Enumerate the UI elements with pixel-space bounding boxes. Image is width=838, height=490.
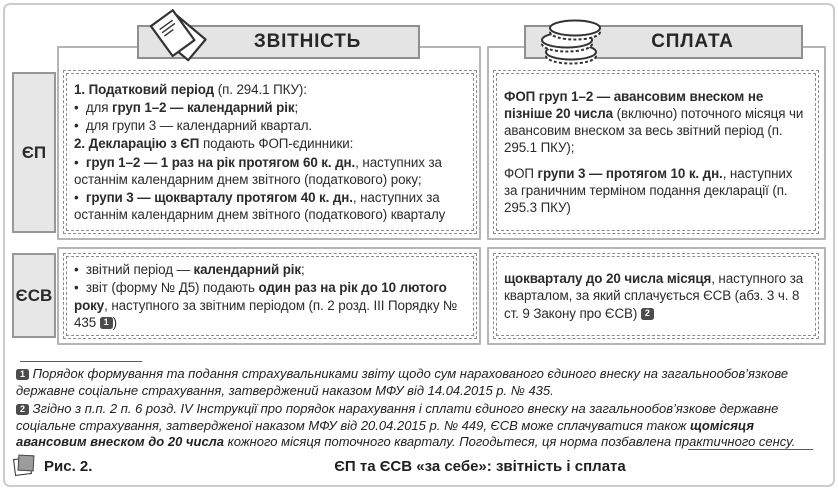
text-paragraph: • групи 3 — щокварталу протягом 40 к. дн., наступних за останнім календарним днем звітного (податкового) кварталу	[74, 189, 446, 222]
cell-esv-reporting-text	[64, 254, 476, 338]
figure-marker-front	[18, 455, 35, 472]
figure-number: Рис. 2.	[44, 458, 93, 475]
text-paragraph: • звітний період — календарний рік;	[74, 262, 305, 278]
caption-divider	[688, 449, 813, 450]
row-label-esv: ЄСВ	[12, 253, 56, 338]
text-paragraph: ФОП груп 1–2 — авансовим внеском не пізніше 20 числа (включно) поточного місяця чи авансовим внеском за весь звітний період (п. 295.1 ПКУ);	[504, 88, 804, 155]
footnote-divider	[20, 361, 142, 362]
column-header-payment-label: СПЛАТА	[651, 31, 734, 52]
row-label-ep: ЄП	[12, 72, 56, 233]
footnote-marker: 1	[100, 317, 113, 329]
figure-title: ЄП та ЄСВ «за себе»: звітність і сплата	[334, 458, 626, 475]
footnote-marker: 2	[641, 308, 654, 320]
footnote-2	[16, 401, 826, 451]
documents-icon	[138, 5, 212, 69]
cell-ep-payment-text	[494, 71, 818, 233]
cell-ep-reporting-text	[64, 71, 476, 233]
footnote-marker: 2	[16, 404, 29, 416]
cell-esv-reporting	[63, 253, 477, 339]
text-paragraph: 2. Декларацію з ЄП подають ФОП-єдинники:	[74, 136, 354, 152]
text-paragraph: 1 Порядок формування та подання страхувальниками звіту щодо сум нарахованого єдиного внеску на загальнообов’язкове державне соціальне страхування, затверджений наказом МФУ від 14.04.2015 р. № 435.	[16, 366, 789, 398]
column-header-reporting-label: ЗВІТНІСТЬ	[253, 31, 362, 52]
footnote-1	[16, 366, 826, 399]
cell-ep-reporting	[63, 70, 477, 234]
footnote-marker: 1	[16, 369, 29, 381]
figure-marker-icon	[14, 454, 38, 478]
text-paragraph: щокварталу до 20 числа місяця, наступного за кварталом, за який сплачується ЄСВ (абз. 3 ч. 8 ст. 9 Закону про ЄСВ) 2	[504, 271, 804, 321]
coins-icon	[536, 8, 608, 66]
text-paragraph: • для груп 1–2 — календарний рік;	[74, 100, 299, 116]
cell-ep-payment	[493, 70, 819, 234]
cell-esv-payment	[493, 253, 819, 339]
text-paragraph: 2 Згідно з п.п. 2 п. 6 розд. IV Інструкції про порядок нарахування і сплати єдиного внеску на загальнообов’язкове державне соціальне страхування, затвердженої наказом МФУ від 20.04.2015 р. № 449, ЄСВ може сплачуватися також щомісяця авансовим внеском до 20 числа кожного місяця поточного кварталу. Погодьтеся, ця норма позбавлена практичного сенсу.	[16, 401, 796, 449]
text-paragraph: • груп 1–2 — 1 раз на рік протягом 60 к. дн., наступних за останнім календарним днем звітного (податкового) року;	[74, 154, 442, 187]
text-paragraph: ФОП групи 3 — протягом 10 к. дн., наступних за граничним терміном подання декларації (п. 295.3 ПКУ)	[504, 166, 793, 216]
text-paragraph: • звіт (форму № Д5) подають один раз на рік до 10 лютого року, наступного за звітним періодом (п. 2 розд. III Порядку № 435 1 )	[74, 280, 458, 330]
cell-esv-payment-text	[494, 254, 818, 338]
text-paragraph: 1. Податковий період (п. 294.1 ПКУ):	[74, 82, 307, 98]
text-paragraph: • для групи 3 — календарний квартал.	[74, 118, 313, 134]
